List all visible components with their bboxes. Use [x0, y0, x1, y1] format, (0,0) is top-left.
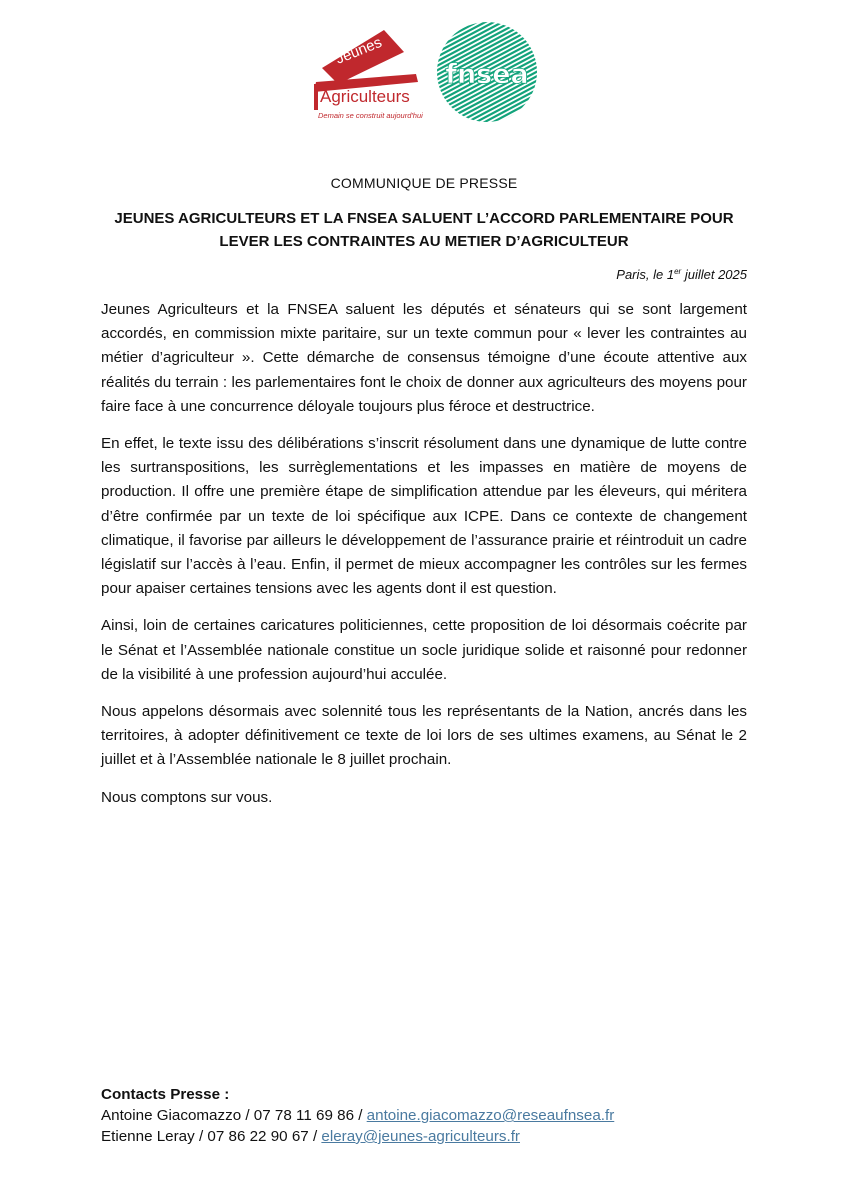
dateline	[616, 267, 747, 282]
contact-details: Antoine Giacomazzo / 07 78 11 69 86 /	[101, 1107, 367, 1124]
paragraph: En effet, le texte issu des délibérations s’inscrit résolument dans une dynamique de lutte contre les surtranspositions, les surrèglementations et les impasses en matière de moyens de production. Il offre une première étape de simplification attendue par les éleveurs, qui méritera d’être confirmée par un texte de loi spécifique aux ICPE. Dans ce contexte de changement climatique, il favorise par ailleurs le développement de l’assurance prairie et réintroduit un cadre législatif sur l’accès à l’eau. Enfin, il permet de mieux accompagner les contrôles sur les fermes pour apaiser certaines tensions avec les agents dont il est question.	[101, 435, 747, 598]
dateline-prefix: Paris, le 1	[616, 267, 675, 282]
press-release-body	[101, 298, 747, 823]
press-contacts	[101, 1084, 747, 1147]
contact-line	[101, 1126, 747, 1147]
email-link[interactable]: eleray@jeunes-agriculteurs.fr	[321, 1128, 520, 1145]
paragraph: Jeunes Agriculteurs et la FNSEA saluent les députés et sénateurs qui se sont largement accordés, en commission mixte paritaire, sur un texte commun pour « lever les contraintes au métier d’agriculteur ». Cette démarche de consensus témoigne d’une écoute attentive aux réalités du terrain : les parlementaires font le choix de donner aux agriculteurs des moyens pour faire face à une concurrence déloyale toujours plus féroce et destructrice.	[101, 301, 747, 415]
paragraph: Nous appelons désormais avec solennité tous les représentants de la Nation, ancrés dans les territoires, à adopter définitivement ce texte de loi lors de ses ultimes examens, au Sénat le 2 juillet et à l’Assemblée nationale le 8 juillet prochain.	[101, 703, 747, 769]
dateline-rest: juillet 2025	[681, 267, 747, 282]
paragraph: Ainsi, loin de certaines caricatures politiciennes, cette proposition de loi désormais coécrite par le Sénat et l’Assemblée nationale constitue un socle juridique solide et raisonné pour redonner de la visibilité à une profession aujourd’hui acculée.	[101, 617, 747, 683]
contacts-label: Contacts Presse :	[101, 1086, 230, 1103]
logo-ja-line2: Agriculteurs	[320, 87, 410, 106]
header-logos	[0, 20, 848, 130]
document-kicker: COMMUNIQUE DE PRESSE	[330, 175, 518, 191]
dateline-suffix: er	[674, 267, 682, 276]
logo-ja-line1: Jeunes	[333, 33, 385, 68]
contact-details: Etienne Leray / 07 86 22 90 67 /	[101, 1128, 322, 1145]
jeunes-agriculteurs-logo	[308, 22, 426, 126]
fnsea-logo	[434, 20, 540, 124]
email-link[interactable]: antoine.giacomazzo@reseaufnsea.fr	[366, 1107, 615, 1124]
paragraph: Nous comptons sur vous.	[101, 788, 273, 806]
contact-line	[101, 1105, 747, 1126]
logo-ja-tagline: Demain se construit aujourd'hui	[318, 111, 423, 120]
document-headline: JEUNES AGRICULTEURS ET LA FNSEA SALUENT L’ACCORD PARLEMENTAIRE POUR LEVER LES CONTRAINTES AU METIER D’AGRICULTEUR	[114, 210, 734, 250]
logo-fnsea-text: fnsea	[445, 59, 529, 90]
